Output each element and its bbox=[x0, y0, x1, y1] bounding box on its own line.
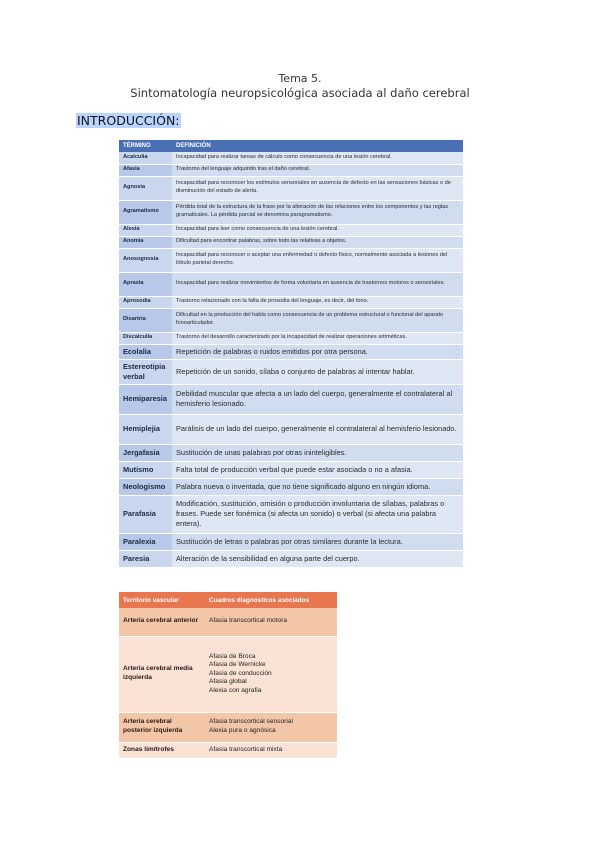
definition-cell: Palabra nueva o inventada, que no tiene significado alguno en ningún idioma. bbox=[172, 478, 463, 495]
table-row bbox=[119, 478, 463, 495]
diagnosis-item: Alexia con agrafia bbox=[209, 686, 262, 694]
column-header-diagnoses: Cuadros diagnósticos asociados bbox=[205, 592, 337, 608]
term-cell: Hemiparesia bbox=[119, 384, 172, 414]
term-cell: Paralexia bbox=[119, 533, 172, 550]
term-cell: Apraxia bbox=[119, 272, 172, 296]
term-cell: Anosognosia bbox=[119, 248, 172, 272]
diagnosis-item: Afasia de Wernicke bbox=[209, 661, 266, 669]
diagnoses-cell bbox=[205, 608, 337, 636]
table-row bbox=[119, 359, 463, 384]
diagnosis-item: Alexia pura o agnósica bbox=[209, 727, 276, 734]
diagnoses-cell bbox=[205, 712, 337, 742]
table-row bbox=[119, 461, 463, 478]
definition-cell: Debilidad muscular que afecta a un lado del cuerpo, generalmente el contralateral al hemisferio lesionado. bbox=[172, 384, 463, 414]
term-cell: Discalculia bbox=[119, 332, 172, 344]
definition-cell: Falta total de producción verbal que puede estar asociada o no a afasia. bbox=[172, 461, 463, 478]
table-row bbox=[119, 176, 463, 200]
column-header-term: TÉRMINO bbox=[119, 140, 172, 152]
column-header-definition: DEFINICIÓN bbox=[172, 140, 463, 152]
terms-table-header bbox=[119, 140, 463, 152]
document-title: Tema 5. bbox=[278, 72, 322, 85]
term-cell: Estereotipia verbal bbox=[119, 359, 172, 384]
vascular-table-header bbox=[119, 592, 337, 608]
definition-cell: Sustitución de letras o palabras por otras similares durante la lectura. bbox=[172, 533, 463, 550]
definition-cell: Trastorno relacionado con la falta de prosodia del lenguaje, es decir, del tono. bbox=[172, 296, 463, 308]
term-cell: Hemiplejia bbox=[119, 414, 172, 444]
vascular-table bbox=[119, 592, 337, 759]
diagnoses-cell bbox=[205, 636, 337, 712]
term-cell: Mutismo bbox=[119, 461, 172, 478]
table-row bbox=[119, 495, 463, 533]
table-row bbox=[119, 236, 463, 248]
term-cell: Paresia bbox=[119, 550, 172, 567]
definition-cell: Trastorno del lenguaje adquirido tras el daño cerebral. bbox=[172, 164, 463, 176]
term-cell: Alexia bbox=[119, 224, 172, 236]
definition-cell: Repetición de palabras o ruidos emitidos por otra persona. bbox=[172, 344, 463, 359]
diagnosis-item: Afasia transcortical sensorial bbox=[209, 718, 293, 726]
definition-cell: Parálisis de un lado del cuerpo, generalmente el contralateral al hemisferio lesionado. bbox=[172, 414, 463, 444]
term-cell: Agnosia bbox=[119, 176, 172, 200]
term-cell: Neologismo bbox=[119, 478, 172, 495]
table-row bbox=[119, 272, 463, 296]
table-row bbox=[119, 550, 463, 567]
term-cell: Parafasia bbox=[119, 495, 172, 533]
table-row bbox=[119, 444, 463, 461]
term-cell: Acalculia bbox=[119, 152, 172, 164]
term-cell: Aprosodia bbox=[119, 296, 172, 308]
table-row bbox=[119, 164, 463, 176]
definition-cell: Repetición de un sonido, sílaba o conjunto de palabras al intentar hablar. bbox=[172, 359, 463, 384]
definition-cell: Incapacidad para realizar tareas de cálculo como consecuencia de una lesión cerebral. bbox=[172, 152, 463, 164]
table-row bbox=[119, 636, 337, 712]
section-heading: INTRODUCCIÓN: bbox=[77, 113, 180, 128]
document-subtitle: Sintomatología neuropsicológica asociada al daño cerebral bbox=[130, 86, 470, 100]
term-cell: Agramatismo bbox=[119, 200, 172, 224]
term-cell: Afasia bbox=[119, 164, 172, 176]
table-row bbox=[119, 248, 463, 272]
territory-cell: Arteria cerebral posterior izquierda bbox=[119, 712, 205, 742]
definition-cell: Trastorno del desarrollo caracterizado por la incapacidad de realizar operaciones aritméticas. bbox=[172, 332, 463, 344]
table-row bbox=[119, 152, 463, 164]
table-row bbox=[119, 200, 463, 224]
territory-cell: Arteria cerebral media izquierda bbox=[119, 636, 205, 712]
definition-cell: Sustitución de unas palabras por otras ininteligibles. bbox=[172, 444, 463, 461]
territory-cell: Zonas limítrofes bbox=[119, 742, 205, 758]
definition-cell: Dificultad para encontrar palabras, sobre todo las relativas a objetos. bbox=[172, 236, 463, 248]
definition-cell: Pérdida total de la estructura de la frase por la alteración de las relaciones entre los componentes y las reglas gramaticales. La pérdida parcial se denomina paragramatismo. bbox=[172, 200, 463, 224]
term-cell: Anomia bbox=[119, 236, 172, 248]
terms-table bbox=[119, 140, 463, 568]
diagnosis-item: Afasia transcortical mixta bbox=[209, 745, 283, 753]
definition-cell: Incapacidad para reconocer los estímulos sensoriales en ausencia de defecto en las sensaciones básicas o de disminución del estado de alerta. bbox=[172, 176, 463, 200]
definition-cell: Modificación, sustitución, omisión o producción involuntaria de sílabas, palabras o frases. Puede ser fonémica (si afecta un sonido) o verbal (si afecta una palabra entera). bbox=[172, 495, 463, 533]
definition-cell: Incapacidad para leer como consecuencia de una lesión cerebral. bbox=[172, 224, 463, 236]
definition-cell: Incapacidad para realizar movimientos de forma voluntaria en ausencia de trastornos motores o sensoriales. bbox=[172, 272, 463, 296]
term-cell: Ecolalia bbox=[119, 344, 172, 359]
table-row bbox=[119, 224, 463, 236]
column-header-territory: Territorio vascular bbox=[119, 592, 205, 608]
table-row bbox=[119, 608, 337, 636]
definition-cell: Alteración de la sensibilidad en alguna parte del cuerpo. bbox=[172, 550, 463, 567]
diagnoses-cell bbox=[205, 742, 337, 758]
term-cell: Jergafasia bbox=[119, 444, 172, 461]
table-row bbox=[119, 384, 463, 414]
table-row bbox=[119, 344, 463, 359]
diagnosis-item: Afasia global bbox=[209, 678, 247, 686]
diagnosis-item: Afasia de conducción bbox=[209, 669, 272, 677]
table-row bbox=[119, 712, 337, 742]
diagnosis-item: Afasia de Broca bbox=[209, 652, 256, 660]
table-row bbox=[119, 414, 463, 444]
table-row bbox=[119, 296, 463, 308]
territory-cell: Arteria cerebral anterior bbox=[119, 608, 205, 636]
diagnosis-item: Afasia transcortical motora bbox=[209, 617, 288, 625]
table-row bbox=[119, 308, 463, 332]
definition-cell: Dificultad en la producción del habla como consecuencia de un problema estructural o funcional del aparato fonoarticulador. bbox=[172, 308, 463, 332]
table-row bbox=[119, 742, 337, 758]
term-cell: Disartria bbox=[119, 308, 172, 332]
definition-cell: Incapacidad para reconocer o aceptar una enfermedad o defecto físico, normalmente asociada a lesiones del lóbulo parietal derecho. bbox=[172, 248, 463, 272]
table-row bbox=[119, 332, 463, 344]
table-row bbox=[119, 533, 463, 550]
